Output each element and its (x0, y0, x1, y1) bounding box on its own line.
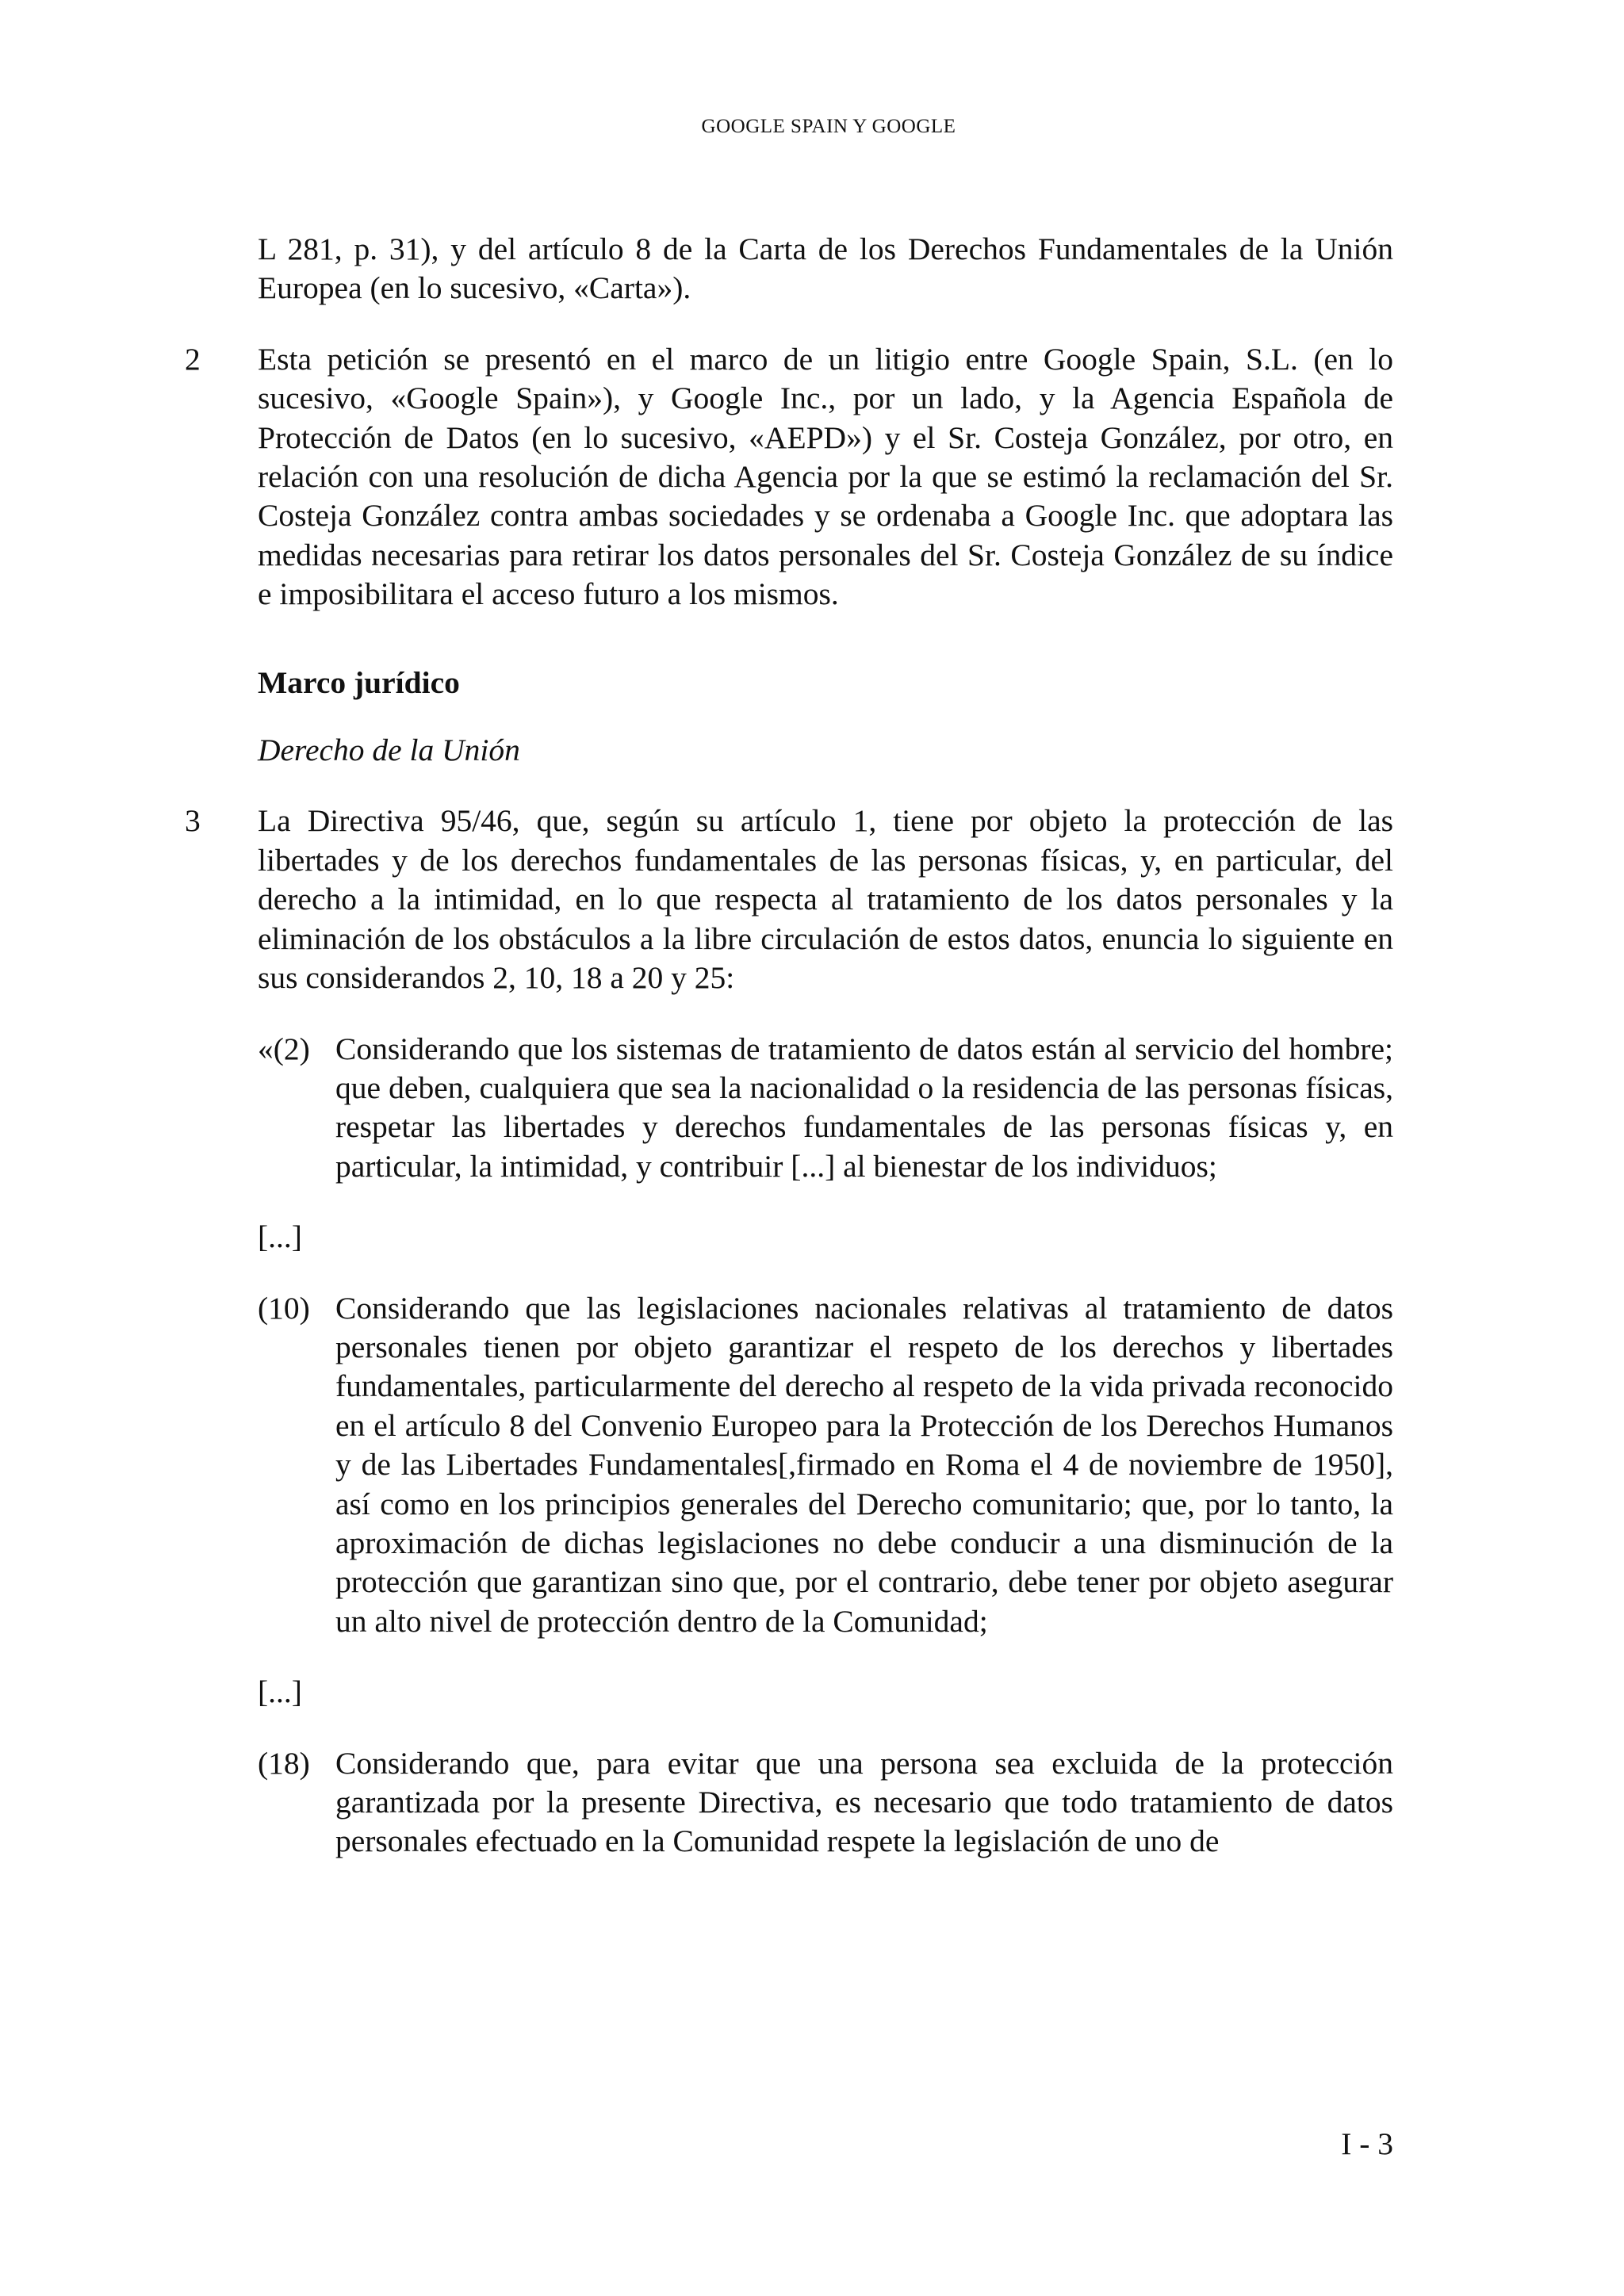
running-header: GOOGLE SPAIN Y GOOGLE (701, 116, 956, 137)
recital-10 (258, 1289, 1393, 1642)
paragraph-3 (185, 802, 1393, 997)
recital-label: (18) (258, 1745, 310, 1781)
document-body (185, 230, 1393, 1862)
continuation-paragraph: L 281, p. 31), y del artículo 8 de la Carta de los Derechos Fundamentales de la Unión Europea (en lo sucesivo, «Carta»). (258, 232, 1393, 306)
paragraph-number: 2 (185, 341, 201, 377)
paragraph-number: 3 (185, 803, 201, 839)
recital-text: Considerando que, para evitar que una persona sea excluida de la protección garantizada por la presente Directiva, es necesario que todo tratamiento de datos personales efectuado en la Comunidad respete la legislación de uno de (335, 1745, 1393, 1859)
recital-2 (258, 1030, 1393, 1187)
paragraph-text: La Directiva 95/46, que, según su artículo 1, tiene por objeto la protección de las libertades y de los derechos fundamentales de las personas físicas, y, en particular, del derecho a la intimidad, en lo que respecta al tratamiento de los datos personales y la eliminación de los obstáculos a la libre circulación de estos datos, enuncia lo siguiente en sus considerandos 2, 10, 18 a 20 y 25: (258, 803, 1393, 996)
recital-text: Considerando que los sistemas de tratamiento de datos están al servicio del hombre; que deben, cualquiera que sea la nacionalidad o la residencia de las personas físicas, respetar las libertades y derechos fundamentales de las personas físicas y, en particular, la intimidad, y contribuir [...] al bienestar de los individuos; (335, 1031, 1393, 1184)
omission-marker: [...] (258, 1674, 302, 1710)
recital-text: Considerando que las legislaciones nacionales relativas al tratamiento de datos personales tienen por objeto garantizar el respeto de los derechos y libertades fundamentales, particularmente del derecho al respeto de la vida privada reconocido en el artículo 8 del Convenio Europeo para la Protección de los Derechos Humanos y de las Libertades Fundamentales[,firmado en Roma el 4 de noviembre de 1950], así como en los principios generales del Derecho comunitario; que, por lo tanto, la aproximación de dichas legislaciones no debe conducir a una disminución de la protección que garantizan sino que, por el contrario, debe tener por objeto asegurar un alto nivel de protección dentro de la Comunidad; (335, 1290, 1393, 1639)
paragraph-text: Esta petición se presentó en el marco de un litigio entre Google Spain, S.L. (en lo sucesivo, «Google Spain»), y Google Inc., por un lado, y la Agencia Española de Protección de Datos (en lo sucesivo, «AEPD») y el Sr. Costeja González, por otro, en relación con una resolución de dicha Agencia por la que se estimó la reclamación del Sr. Costeja González contra ambas sociedades y se ordenaba a Google Inc. que adoptara las medidas necesarias para retirar los datos personales del Sr. Costeja González de su índice e imposibilitara el acceso futuro a los mismos. (258, 341, 1393, 612)
recital-label: «(2) (258, 1031, 310, 1066)
recital-18 (258, 1744, 1393, 1862)
page-number: I - 3 (1341, 2126, 1393, 2161)
section-heading: Marco jurídico (258, 664, 460, 700)
section-subheading: Derecho de la Unión (258, 733, 520, 768)
omission-marker: [...] (258, 1219, 302, 1255)
paragraph-2 (185, 340, 1393, 614)
recital-label: (10) (258, 1290, 310, 1326)
